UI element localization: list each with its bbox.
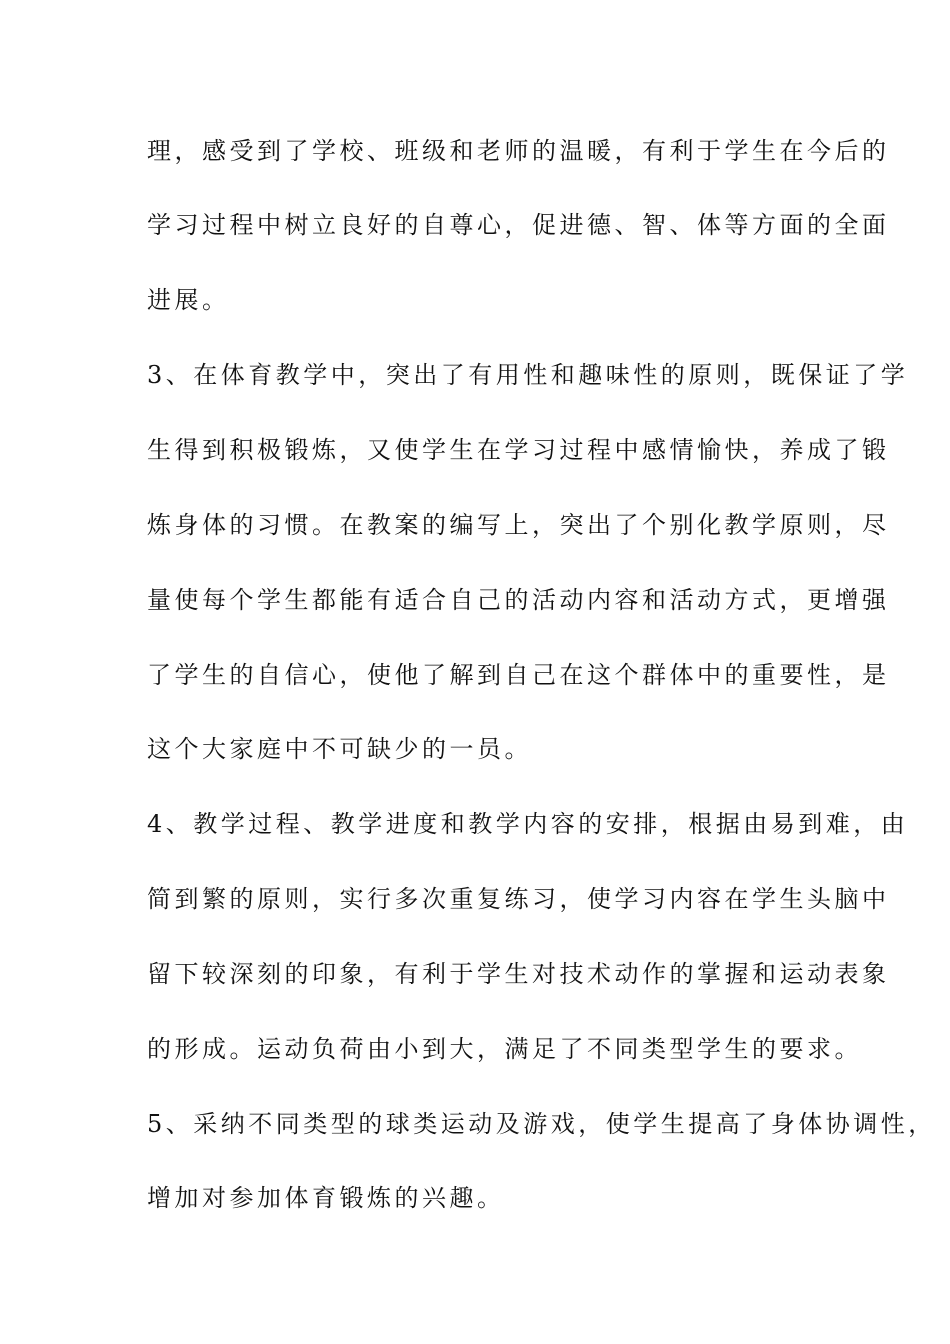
text-line-8: 了学生的自信心，使他了解到自己在这个群体中的重要性，是 [147, 661, 890, 689]
text-line-9: 这个大家庭中不可缺少的一员。 [147, 735, 532, 763]
text-line-12: 留下较深刻的印象，有利于学生对技术动作的掌握和运动表象 [147, 960, 890, 988]
text-line-13: 的形成。运动负荷由小到大，满足了不同类型学生的要求。 [147, 1035, 862, 1063]
text-line-15: 增加对参加体育锻炼的兴趣。 [147, 1184, 505, 1212]
text-line-11: 简到繁的原则，实行多次重复练习，使学习内容在学生头脑中 [147, 885, 890, 913]
text-line-2: 学习过程中树立良好的自尊心，促进德、智、体等方面的全面 [147, 211, 890, 239]
text-line-14: 5、采纳不同类型的球类运动及游戏，使学生提高了身体协调性， [147, 1110, 936, 1138]
text-line-7: 量使每个学生都能有适合自己的活动内容和活动方式，更增强 [147, 586, 890, 614]
text-line-1: 理，感受到了学校、班级和老师的温暖，有利于学生在今后的 [147, 137, 890, 165]
text-line-3: 进展。 [147, 286, 230, 314]
text-line-10: 4、教学过程、教学进度和教学内容的安排，根据由易到难，由 [147, 810, 909, 838]
text-line-4: 3、在体育教学中，突出了有用性和趣味性的原则，既保证了学 [147, 361, 909, 389]
text-line-6: 炼身体的习惯。在教案的编写上，突出了个别化教学原则，尽 [147, 511, 890, 539]
text-line-5: 生得到积极锻炼，又使学生在学习过程中感情愉快，养成了锻 [147, 436, 890, 464]
